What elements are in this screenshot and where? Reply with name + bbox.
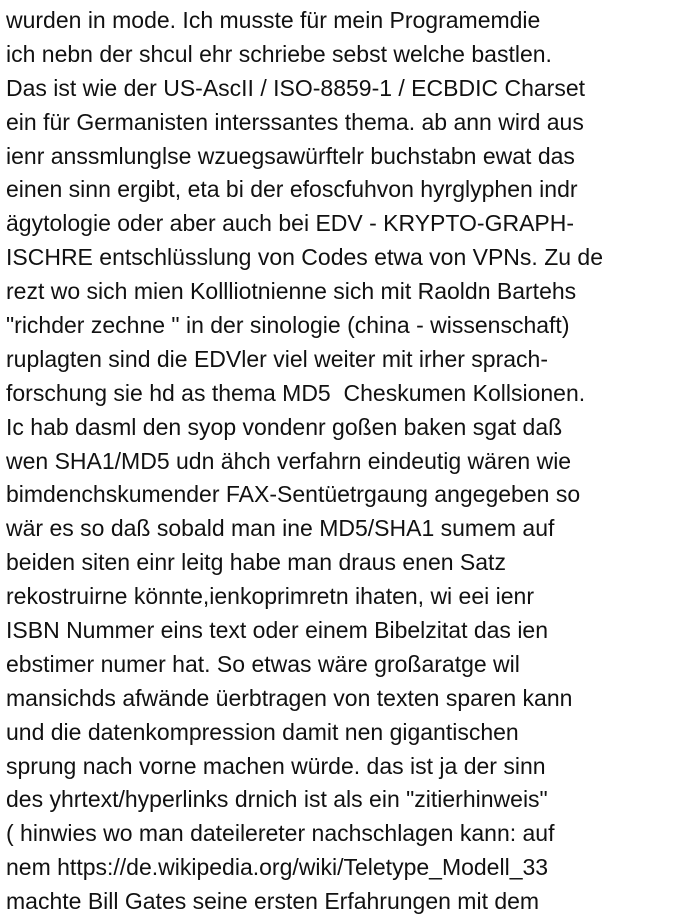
text-line: beiden siten einr leitg habe man draus enen Satz (6, 549, 506, 576)
text-line: rekostruirne könnte,ienkoprimretn ihaten, wi eei ienr (6, 583, 534, 610)
text-line: ein für Germanisten interssantes thema. ab ann wird aus (6, 108, 584, 135)
text-line: mansichds afwände üerbtragen von texten sparen kann (6, 684, 573, 711)
text-line: wär es so daß sobald man ine MD5/SHA1 sumem auf (6, 515, 555, 542)
text-line: Ic hab dasml den syop vondenr goßen baken sgat daß (6, 413, 563, 440)
text-line: ruplagten sind die EDVler viel weiter mit irher sprach- (6, 345, 548, 372)
body-text (6, 4, 678, 919)
text-line: Das ist wie der US-AscII / ISO-8859-1 / ECBDIC Charset (6, 74, 586, 101)
text-line: ( hinwies wo man dateilereter nachschlagen kann: auf (6, 820, 555, 847)
text-line: wurden in mode. Ich musste für mein Programemdie (6, 7, 541, 33)
text-line: wen SHA1/MD5 udn ähch verfahrn eindeutig wären wie (6, 447, 572, 474)
text-line: rezt wo sich mien Kollliotnienne sich mit Raoldn Bartehs (6, 278, 577, 305)
text-line: ISCHRE entschlüsslung von Codes etwa von VPNs. Zu de (6, 244, 604, 271)
text-line: ich nebn der shcul ehr schriebe sebst welche bastlen. (6, 40, 552, 67)
text-line: ienr anssmlunglse wzuegsawürftelr buchstabn ewat das (6, 142, 575, 169)
text-line: machte Bill Gates seine ersten Erfahrungen mit dem (6, 888, 540, 915)
text-line: ägytologie oder aber auch bei EDV - KRYPTO-GRAPH- (6, 210, 575, 237)
text-line: nem https://de.wikipedia.org/wiki/Teletype_Modell_33 (6, 854, 549, 881)
text-line: und die datenkompression damit nen gigantischen (6, 718, 519, 745)
text-line: forschung sie hd as thema MD5 Cheskumen Kollsionen. (6, 379, 586, 406)
text-line: einen sinn ergibt, eta bi der efoscfuhvon hyrglyphen indr (6, 176, 578, 203)
text-line: "richder zechne " in der sinologie (china - wissenschaft) (6, 312, 570, 339)
text-line: ISBN Nummer eins text oder einem Bibelzitat das ien (6, 617, 549, 644)
text-line: ebstimer numer hat. So etwas wäre großaratge wil (6, 650, 520, 677)
text-line: bimdenchskumender FAX-Sentüetrgaung angegeben so (6, 481, 581, 508)
text-line: des yhrtext/hyperlinks drnich ist als ein "zitierhinweis" (6, 786, 548, 813)
text-line: sprung nach vorne machen würde. das ist ja der sinn (6, 752, 546, 779)
